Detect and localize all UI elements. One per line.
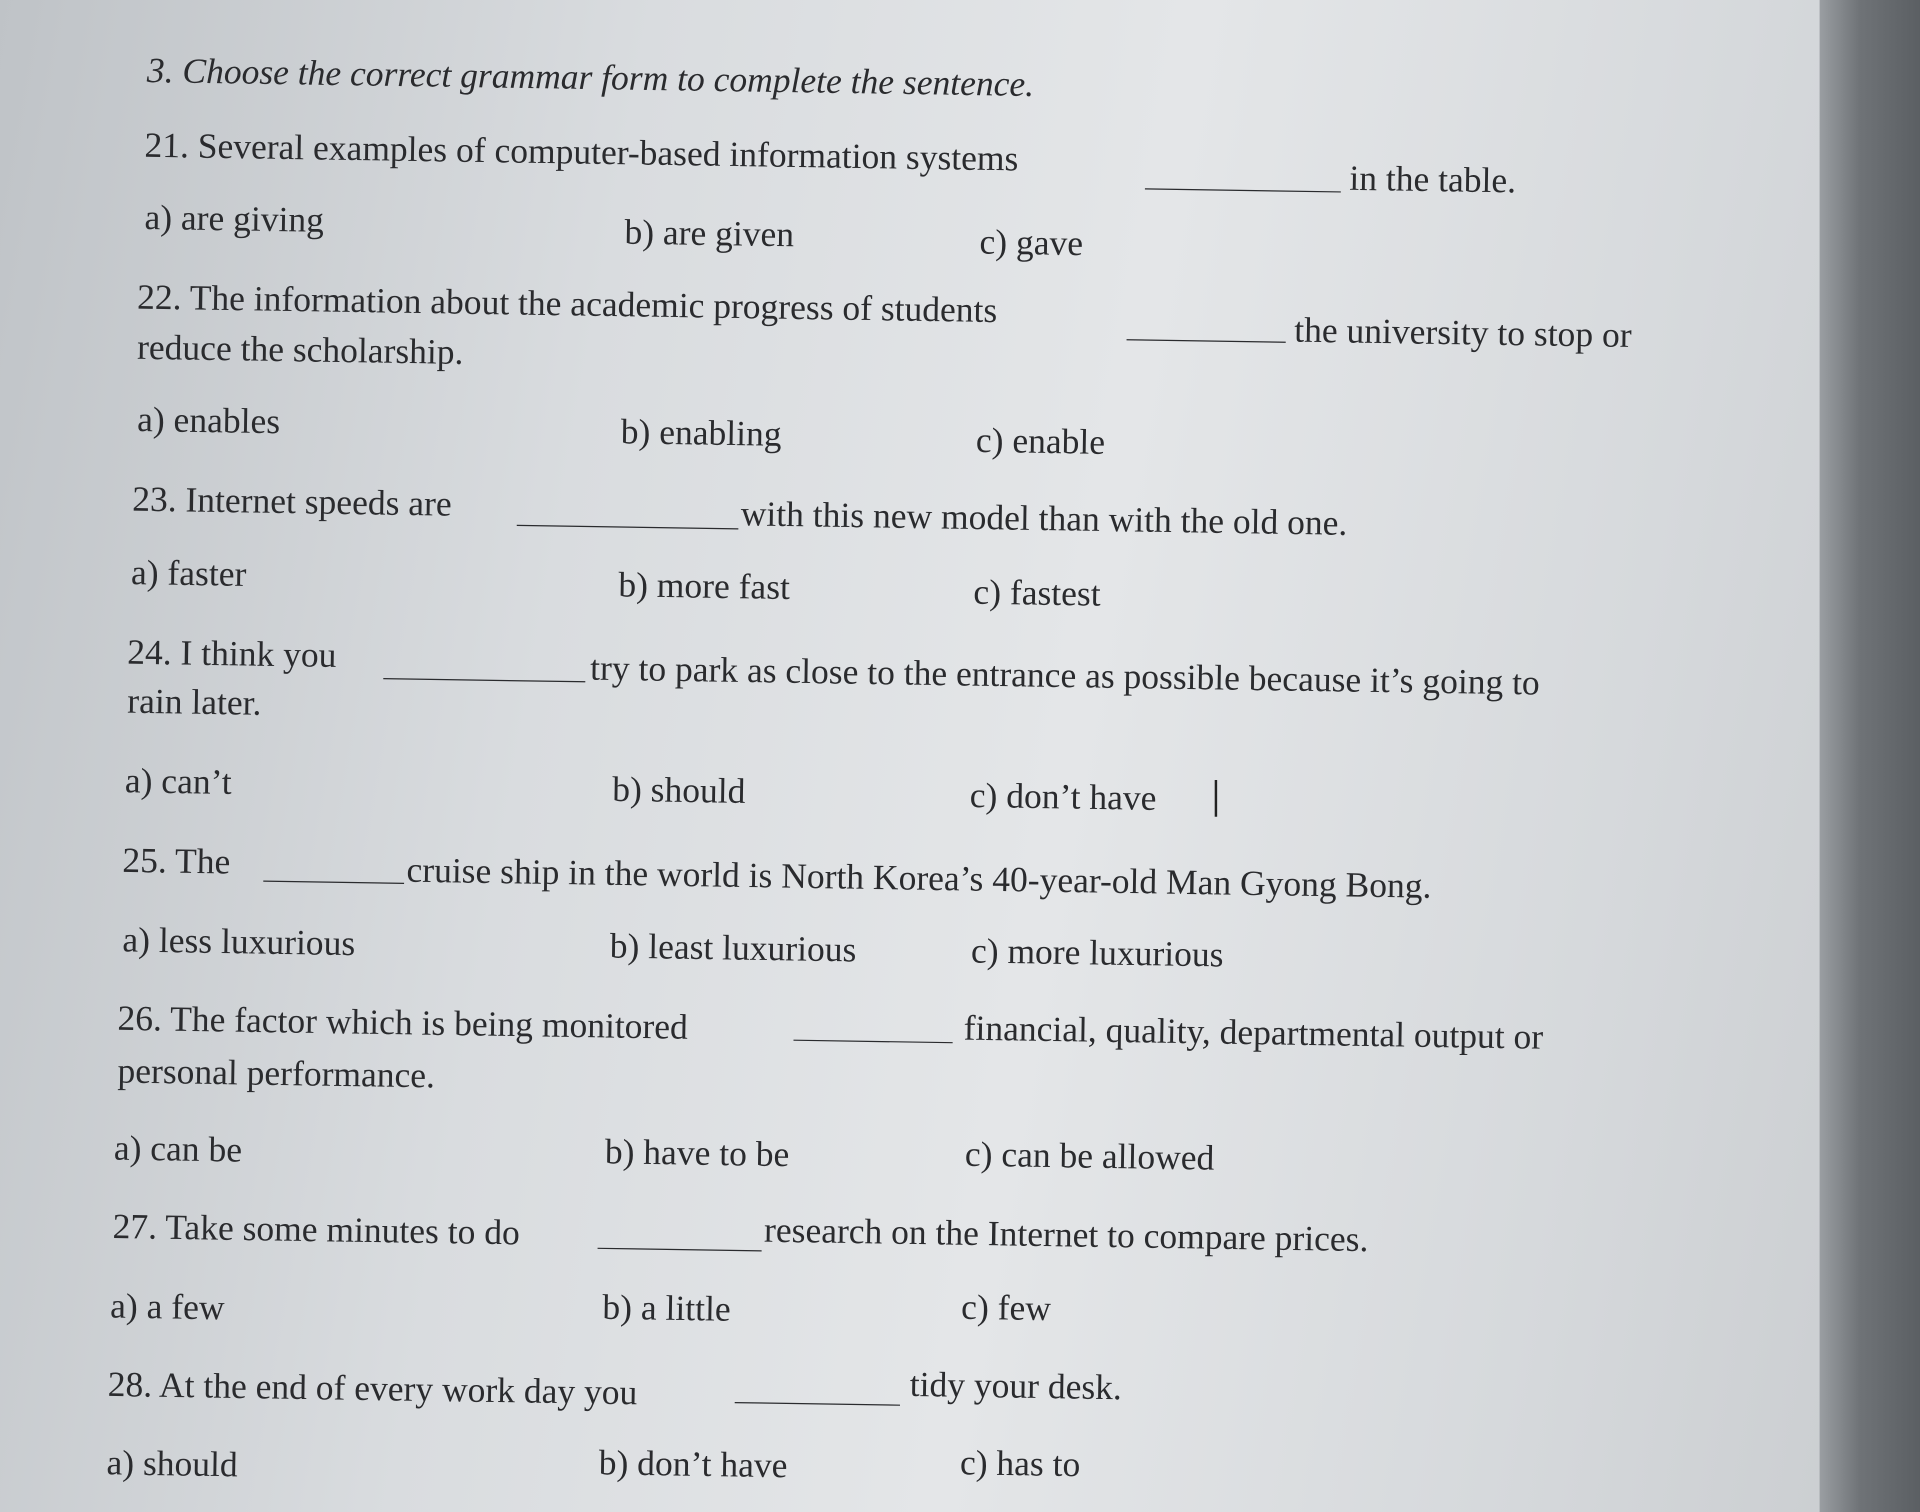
- answer-blank: [517, 525, 739, 530]
- option-a: a) faster: [130, 553, 247, 595]
- question-27-text-end: research on the Internet to compare prices.: [763, 1211, 1369, 1260]
- option-c: c) few: [960, 1288, 1052, 1329]
- question-24-text-end: try to park as close to the entrance as possible because it’s going to: [589, 648, 1541, 704]
- question-23-text: 23. Internet speeds are: [131, 480, 452, 525]
- option-b: b) have to be: [604, 1132, 790, 1175]
- question-28-text-end: tidy your desk.: [909, 1365, 1123, 1408]
- question-22-text-line2: reduce the scholarship.: [136, 328, 464, 373]
- option-b: b) don’t have: [598, 1443, 788, 1486]
- option-a: a) less luxurious: [122, 920, 356, 964]
- option-b: b) least luxurious: [609, 926, 857, 971]
- monitor-bezel: [1820, 0, 1920, 1512]
- question-22-text: 22. The information about the academic progress of students: [136, 277, 998, 331]
- option-a: a) are giving: [144, 198, 325, 241]
- option-a: a) enables: [136, 400, 281, 442]
- answer-blank: [1127, 339, 1286, 343]
- text-cursor: [1215, 780, 1217, 817]
- answer-blank: [598, 1248, 762, 1252]
- option-a: a) a few: [109, 1286, 225, 1328]
- option-b: b) a little: [602, 1288, 731, 1330]
- option-c: c) don’t have: [969, 776, 1157, 819]
- option-c: c) has to: [959, 1443, 1081, 1485]
- option-c: c) more luxurious: [970, 931, 1224, 975]
- option-b: b) enabling: [620, 412, 782, 455]
- option-b: b) more fast: [618, 565, 791, 608]
- question-21-text-end: in the table.: [1349, 159, 1517, 201]
- option-a: a) can be: [113, 1128, 243, 1171]
- question-22-text-end: the university to stop or: [1293, 311, 1632, 356]
- option-c: c) gave: [979, 222, 1084, 264]
- option-b: b) are given: [624, 213, 795, 255]
- answer-blank: [1145, 188, 1341, 192]
- question-24-text: 24. I think you: [127, 633, 337, 676]
- question-21-text: 21. Several examples of computer-based information systems: [144, 126, 1019, 180]
- option-c: c) can be allowed: [964, 1135, 1215, 1179]
- answer-blank: [735, 1402, 900, 1406]
- section-title: 3. Choose the correct grammar form to complete the sentence.: [146, 51, 1035, 105]
- option-a: a) should: [106, 1443, 238, 1485]
- option-a: a) can’t: [124, 761, 232, 803]
- question-25-text-end: cruise ship in the world is North Korea’s 40-year-old Man Gyong Bong.: [406, 851, 1432, 907]
- question-27-text: 27. Take some minutes to do: [112, 1207, 521, 1253]
- question-26-text-line2: personal performance.: [117, 1051, 436, 1097]
- option-b: b) should: [611, 770, 746, 812]
- answer-blank: [383, 678, 585, 682]
- question-26-text: 26. The factor which is being monitored: [117, 999, 689, 1048]
- question-24-text-line2: rain later.: [127, 682, 262, 724]
- option-c: c) enable: [975, 421, 1106, 463]
- question-23-text-end: with this new model than with the old one.: [740, 494, 1348, 544]
- question-28-text: 28. At the end of every work day you: [107, 1365, 638, 1413]
- option-c: c) fastest: [973, 573, 1101, 615]
- question-25-text: 25. The: [122, 841, 231, 883]
- answer-blank: [263, 881, 404, 884]
- question-26-text-end: financial, quality, departmental output or: [963, 1008, 1544, 1058]
- answer-blank: [793, 1040, 952, 1044]
